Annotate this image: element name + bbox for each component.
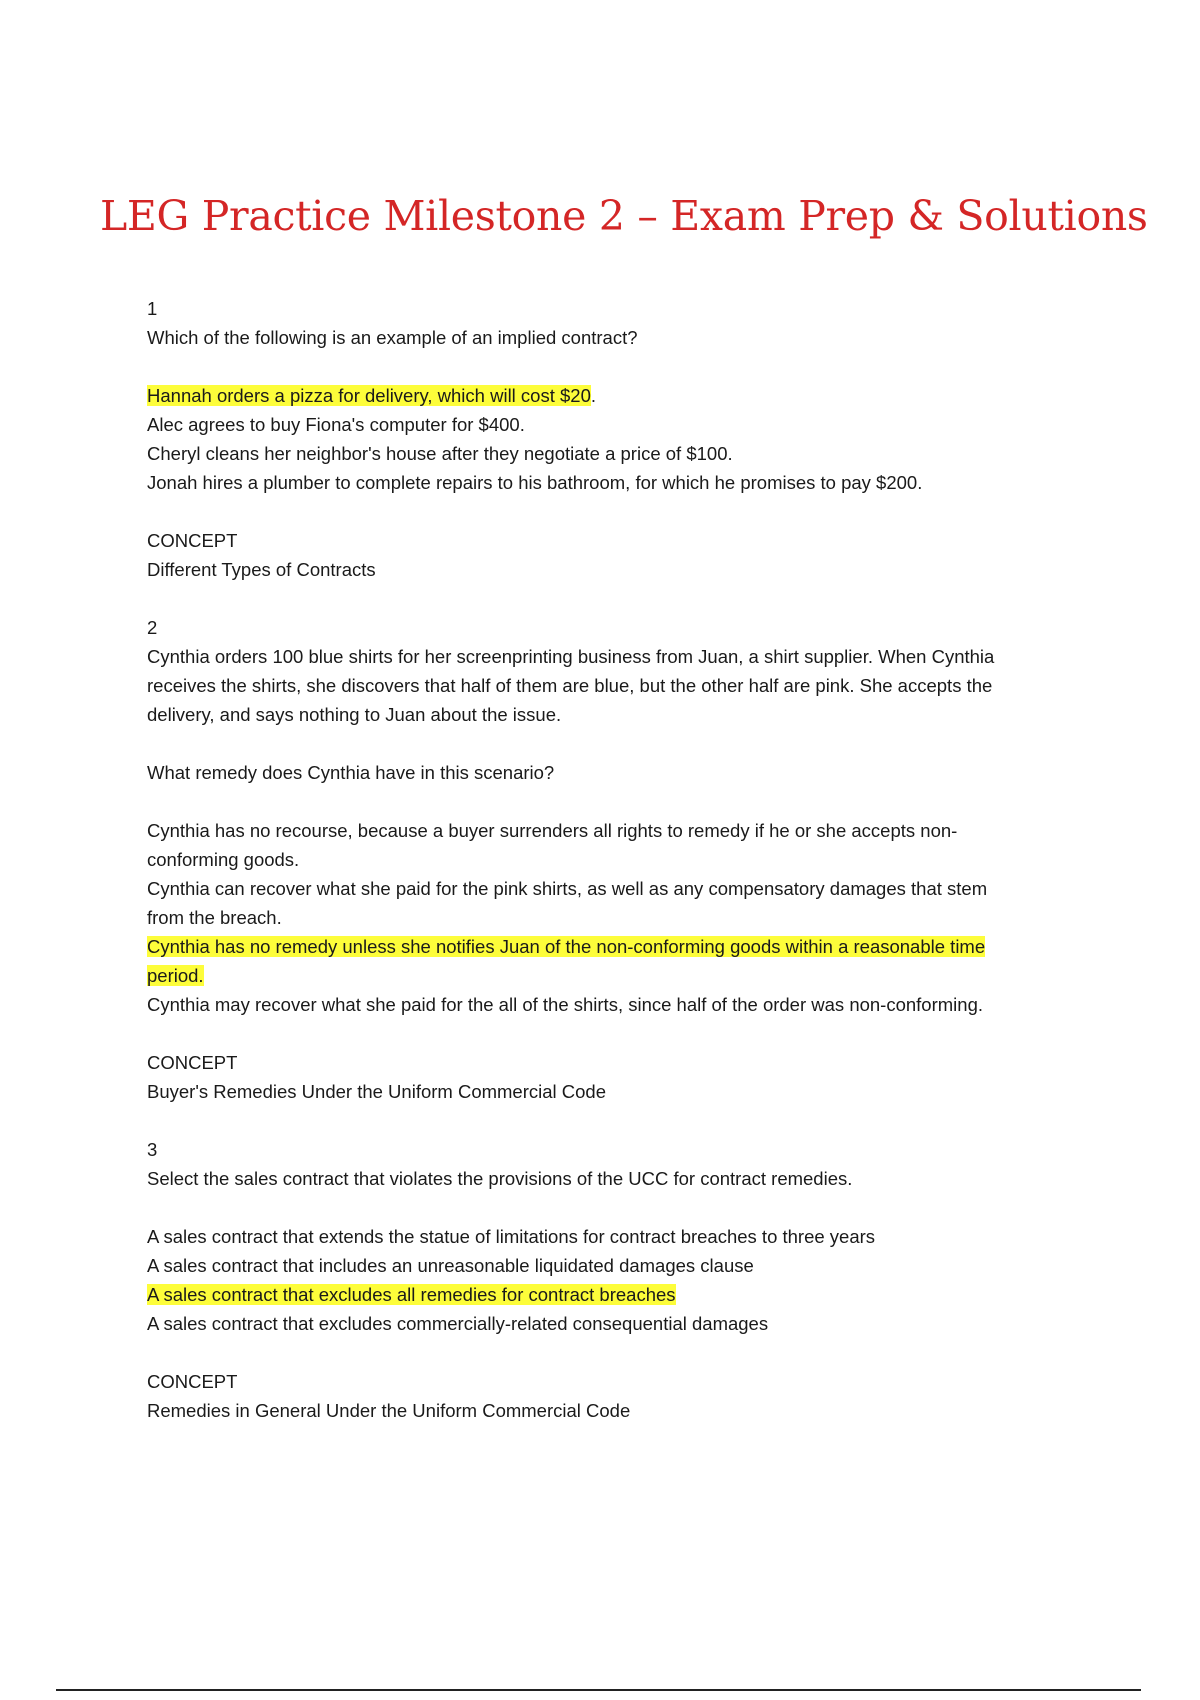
answer-option-correct [147,381,1087,410]
question-number: 1 [147,298,158,319]
bottom-divider [56,1689,1141,1691]
answer-option: conforming goods. [147,849,300,870]
answer-option: Cynthia may recover what she paid for the all of the shirts, since half of the order was non-conforming. [147,994,983,1015]
answer-option-correct [147,1280,1087,1309]
concept-label: CONCEPT [147,530,238,551]
scenario-line: receives the shirts, she discovers that half of them are blue, but the other half are pink. She accepts the [147,675,993,696]
question-number: 2 [147,617,158,638]
document-body [147,294,1087,1425]
answer-option: A sales contract that extends the statue of limitations for contract breaches to three years [147,1226,876,1247]
concept-text: Remedies in General Under the Uniform Commercial Code [147,1400,631,1421]
concept-text: Different Types of Contracts [147,559,376,580]
answer-highlight: Cynthia has no remedy unless she notifies Juan of the non-conforming goods within a reasonable time [147,936,986,957]
answer-highlight: period. [147,965,204,986]
scenario-line: Cynthia orders 100 blue shirts for her screenprinting business from Juan, a shirt supplier. When Cynthia [147,646,995,667]
page-title: LEG Practice Milestone 2 – Exam Prep & Solutions [100,192,1148,240]
question-2 [147,613,1087,1106]
answer-option: A sales contract that includes an unreasonable liquidated damages clause [147,1255,754,1276]
answer-highlight: Hannah orders a pizza for delivery, which will cost $20 [147,385,591,406]
answer-option: from the breach. [147,907,282,928]
answer-option: Cynthia has no recourse, because a buyer surrenders all rights to remedy if he or she accepts non- [147,820,958,841]
concept-label: CONCEPT [147,1371,238,1392]
concept-label: CONCEPT [147,1052,238,1073]
answer-option: Alec agrees to buy Fiona's computer for $400. [147,414,525,435]
question-3 [147,1135,1087,1425]
answer-option-correct [147,961,1087,990]
answer-option: Cheryl cleans her neighbor's house after they negotiate a price of $100. [147,443,733,464]
answer-option: Jonah hires a plumber to complete repairs to his bathroom, for which he promises to pay $200. [147,472,923,493]
question-prompt: Select the sales contract that violates the provisions of the UCC for contract remedies. [147,1168,853,1189]
answer-option-correct [147,932,1087,961]
answer-highlight: A sales contract that excludes all remedies for contract breaches [147,1284,676,1305]
question-prompt: What remedy does Cynthia have in this scenario? [147,762,555,783]
concept-text: Buyer's Remedies Under the Uniform Commercial Code [147,1081,607,1102]
scenario-line: delivery, and says nothing to Juan about the issue. [147,704,562,725]
answer-option: Cynthia can recover what she paid for the pink shirts, as well as any compensatory damages that stem [147,878,988,899]
answer-suffix: . [590,385,597,406]
answer-option: A sales contract that excludes commercially-related consequential damages [147,1313,769,1334]
question-number: 3 [147,1139,158,1160]
question-1 [147,294,1087,584]
question-prompt: Which of the following is an example of an implied contract? [147,327,638,348]
